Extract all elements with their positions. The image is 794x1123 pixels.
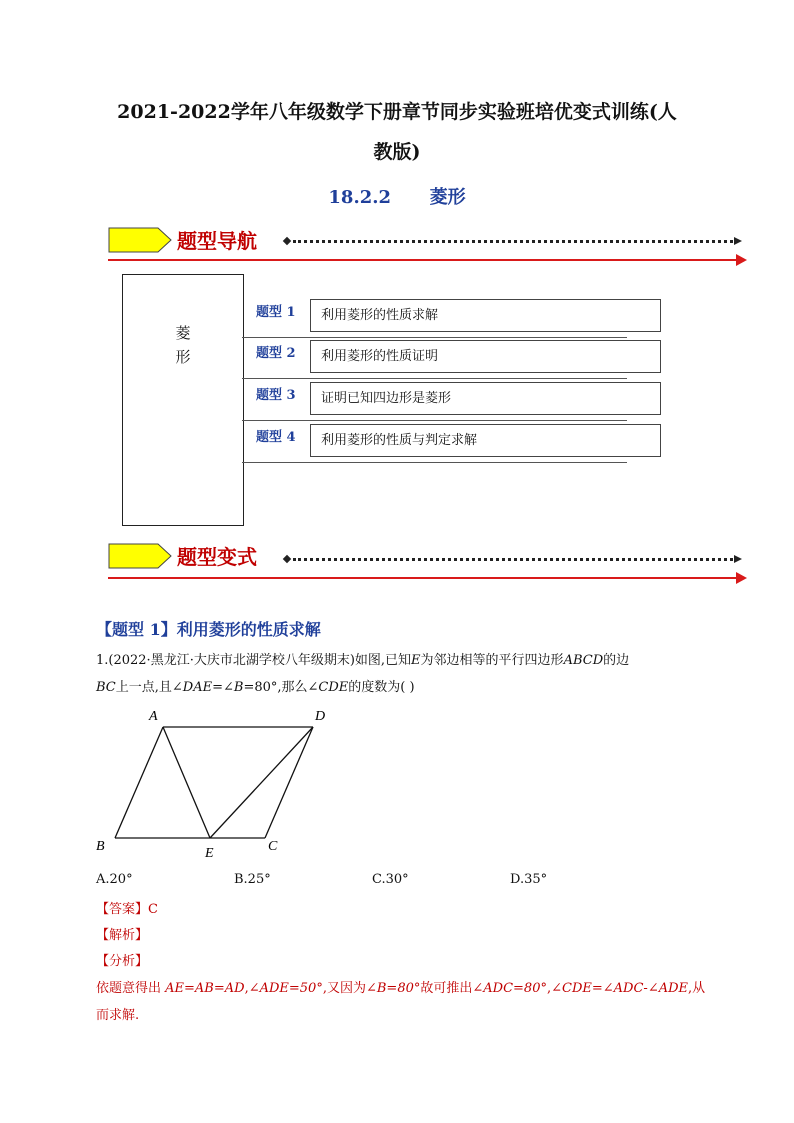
answer-value: C [148,902,158,917]
connector-line [242,337,627,338]
diamond-icon [283,555,291,563]
segment-cd [265,727,313,838]
analysis-tag: 【解析】 [96,928,149,943]
option-d: D.35° [510,872,548,887]
type-label: 题型 4 [256,430,296,445]
black-arrow-icon [734,555,742,563]
segment-de [210,727,313,838]
point-label-c: C [268,839,278,854]
nav-banner-title: 题型导航 [177,229,257,253]
red-divider [108,577,738,579]
answer-tag: 【答案】 [96,902,149,917]
type-label: 题型 1 [256,305,296,320]
option-a: A.20° [96,872,133,887]
answer-line [96,898,158,917]
diamond-icon [283,237,291,245]
option-b: B.25° [234,872,271,887]
explanation-text: 依题意得出 AE=AB=AD,∠ADE=50°,又因为∠B=80°故可推出∠ADC=80°,∠CDE=∠ADC-∠ADE,从 而求解. [96,981,706,1023]
dotted-divider [293,558,733,561]
segment-ae [163,727,210,838]
segment-ab [115,727,163,838]
type-box: 利用菱形的性质证明 [310,340,661,373]
variants-banner-title: 题型变式 [177,545,257,569]
topic-char2: 形 [175,348,191,366]
dotted-divider [293,240,733,243]
type-box: 利用菱形的性质求解 [310,299,661,332]
point-label-b: B [96,839,105,854]
point-label-d: D [315,709,326,724]
option-c: C.30° [372,872,409,887]
connector-line [242,420,627,421]
section-code: 18.2.2 [328,187,392,208]
type-label: 题型 3 [256,388,296,403]
red-arrow-icon [736,254,747,266]
black-arrow-icon [734,237,742,245]
type-box: 证明已知四边形是菱形 [310,382,661,415]
type-label: 题型 2 [256,346,296,361]
point-label-e: E [205,846,214,861]
yellow-arrow-icon [108,227,172,253]
topic-box [122,274,244,526]
type1-heading: 【题型 1】利用菱形的性质求解 [96,620,321,639]
section-subtitle [0,183,794,209]
red-arrow-icon [736,572,747,584]
red-divider [108,259,738,261]
rhombus-figure [90,702,340,862]
yellow-arrow-icon [108,543,172,569]
document-title-line2: 教版) [373,141,421,163]
point-label-a: A [149,709,158,724]
question-text: 1.(2022·黑龙江·大庆市北湖学校八年级期末)如图,已知E为邻边相等的平行四边形ABCD的边 BC上一点,且∠DAE=∠B=80°,那么∠CDE的度数为( ) [96,653,630,695]
breakdown-tag: 【分析】 [96,954,149,969]
type-box: 利用菱形的性质与判定求解 [310,424,661,457]
topic-char1: 菱 [175,324,191,342]
connector-line [242,462,627,463]
connector-line [242,378,627,379]
section-name: 菱形 [429,187,466,208]
document-title-line1: 2021-2022学年八年级数学下册章节同步实验班培优变式训练(人 [117,101,677,123]
